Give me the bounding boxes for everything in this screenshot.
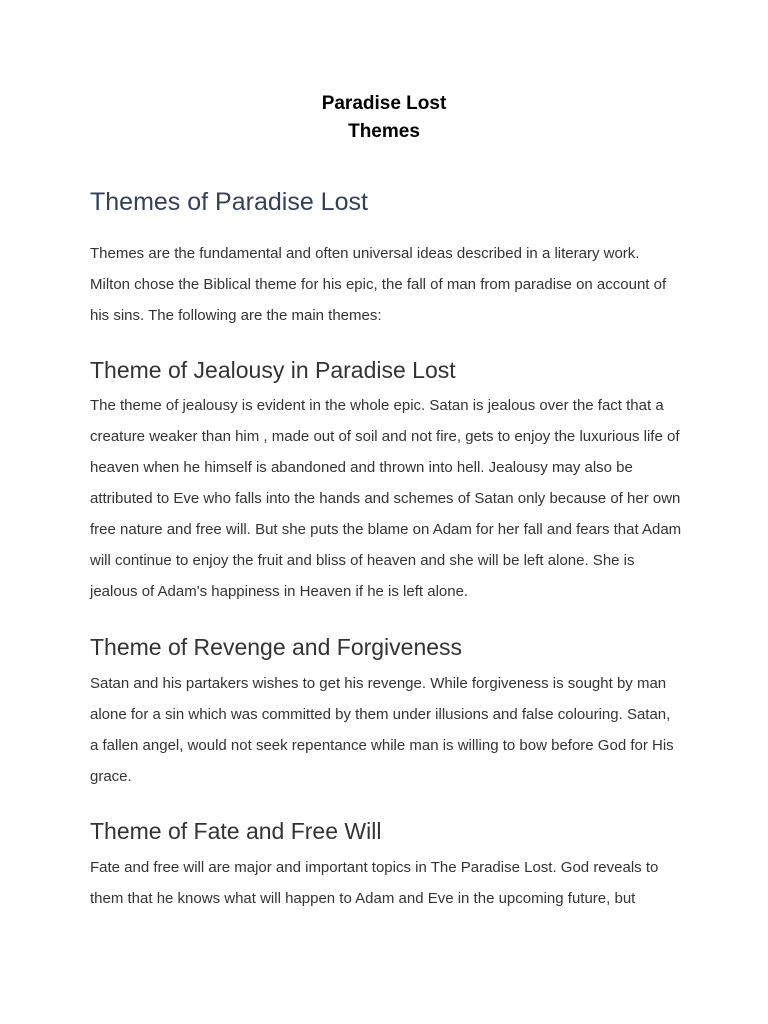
document-title-line1: Paradise Lost xyxy=(321,93,447,114)
document-title-line2: Themes xyxy=(348,121,420,142)
section-heading-fate: Theme of Fate and Free Will xyxy=(90,818,382,844)
section-body-jealousy: The theme of jealousy is evident in the whole epic. Satan is jealous over the fact that a creature weaker than him , made out of soil and not fire, gets to enjoy the luxurious life of heaven when he himself is abandoned and thrown into hell. Jealousy may also be attributed to Eve who falls into the hands and schemes of Satan only because of her own free nature and free will. But she puts the blame on Adam for her fall and fears that Adam will continue to enjoy the fruit and bliss of heaven and she will be left alone. She is jealous of Adam's happiness in Heaven if he is left alone. xyxy=(90,397,682,600)
section-heading-revenge: Theme of Revenge and Forgiveness xyxy=(90,634,463,660)
section-heading-jealousy: Theme of Jealousy in Paradise Lost xyxy=(90,357,456,383)
main-heading: Themes of Paradise Lost xyxy=(90,188,368,216)
intro-paragraph: Themes are the fundamental and often universal ideas described in a literary work. Milton chose the Biblical theme for his epic, the fall of man from paradise on account of his sins. The following are the main themes: xyxy=(90,245,667,324)
section-body-revenge: Satan and his partakers wishes to get his revenge. While forgiveness is sought by man alone for a sin which was committed by them under illusions and false colouring. Satan, a fallen angel, would not seek repentance while man is willing to bow before God for His grace. xyxy=(90,675,674,785)
section-body-fate: Fate and free will are major and important topics in The Paradise Lost. God reveals to them that he knows what will happen to Adam and Eve in the upcoming future, but xyxy=(90,859,659,907)
